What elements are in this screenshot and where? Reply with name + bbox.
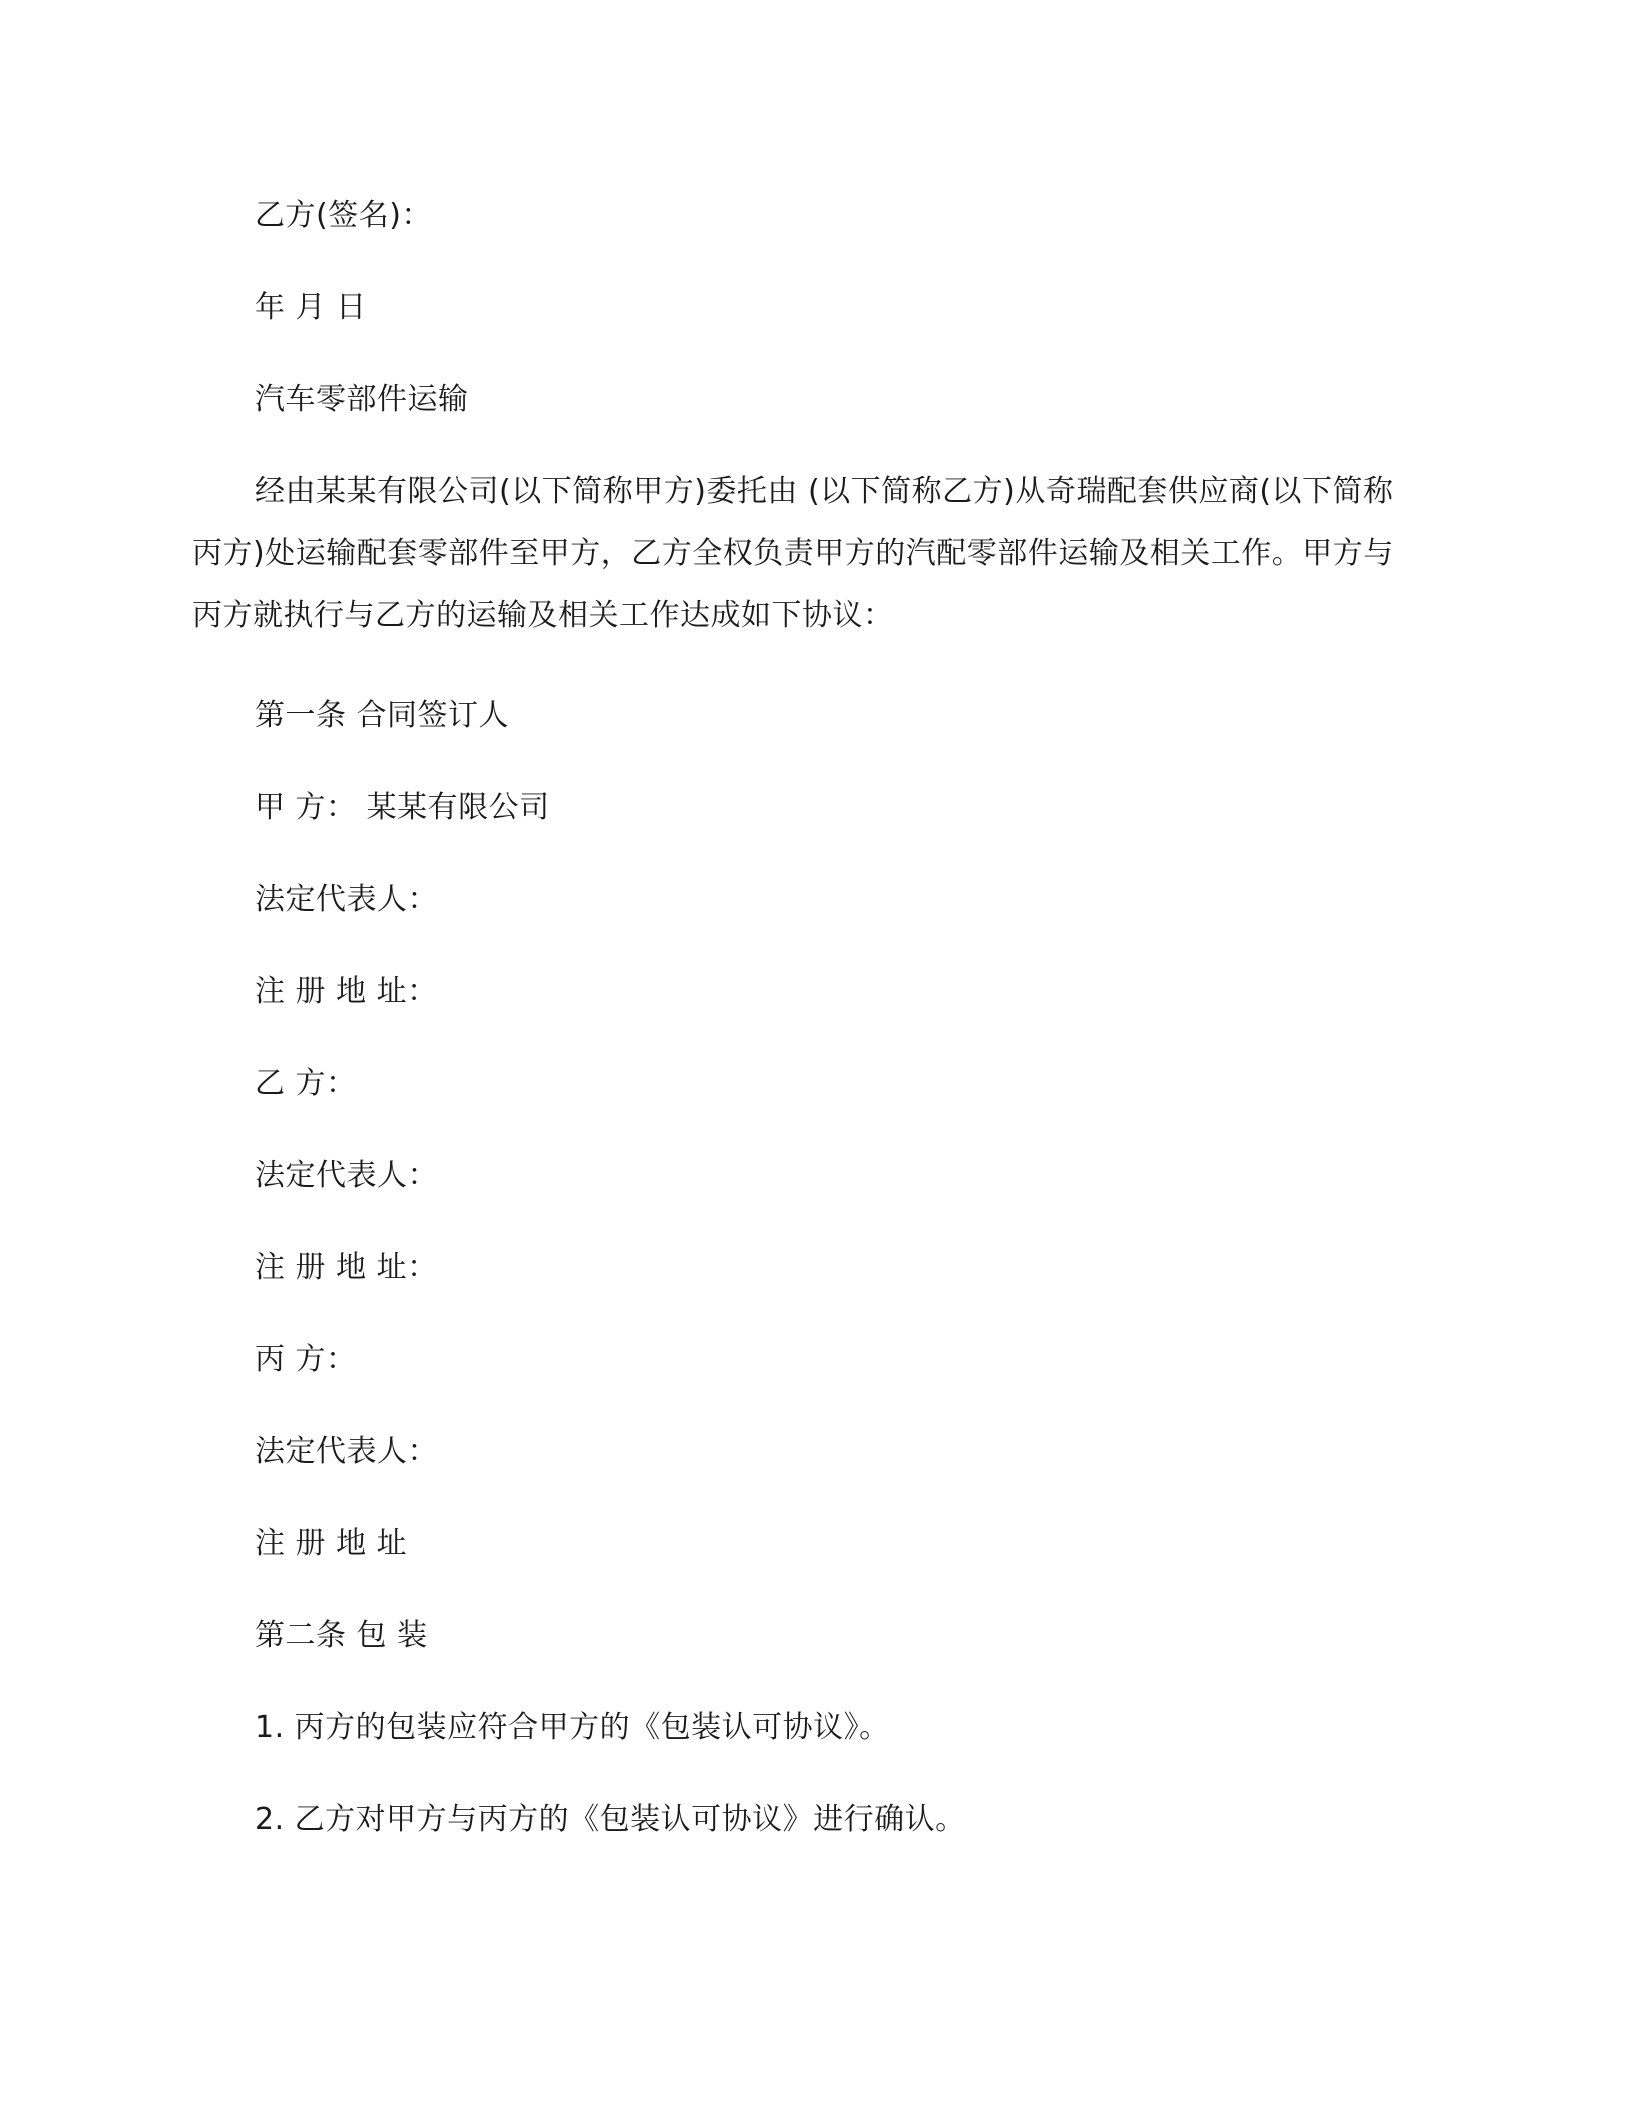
section-title: 汽车零部件运输 — [255, 382, 469, 417]
party-b-line: 乙 方： — [255, 1066, 357, 1101]
party-b-representative: 法定代表人： — [255, 1158, 438, 1193]
article-2-heading: 第二条 包 装 — [255, 1618, 428, 1653]
date-line: 年 月 日 — [255, 290, 367, 325]
intro-paragraph: 经由某某有限公司(以下简称甲方)委托由 (以下简称乙方)从奇瑞配套供应商(以下简称丙方)处运输配套零部件至甲方，乙方全权负责甲方的汽配零部件运输及相关工作。甲方与丙方就执行与乙方的运输及相关工作达成如下协议： — [192, 474, 1394, 633]
party-a-representative: 法定代表人： — [255, 882, 438, 917]
party-a-address: 注 册 地 址： — [255, 974, 438, 1009]
party-b-signature-line: 乙方(签名)： — [255, 198, 432, 233]
party-b-address: 注 册 地 址： — [255, 1250, 438, 1285]
party-a-line: 甲 方： 某某有限公司 — [255, 790, 550, 825]
article-2-item-1: 1. 丙方的包装应符合甲方的《包装认可协议》。 — [255, 1710, 890, 1745]
article-2-item-2: 2. 乙方对甲方与丙方的《包装认可协议》进行确认。 — [255, 1802, 966, 1837]
party-c-line: 丙 方： — [255, 1342, 357, 1377]
party-c-representative: 法定代表人： — [255, 1434, 438, 1469]
article-1-heading: 第一条 合同签订人 — [255, 698, 510, 733]
party-c-address: 注 册 地 址 — [255, 1526, 408, 1561]
